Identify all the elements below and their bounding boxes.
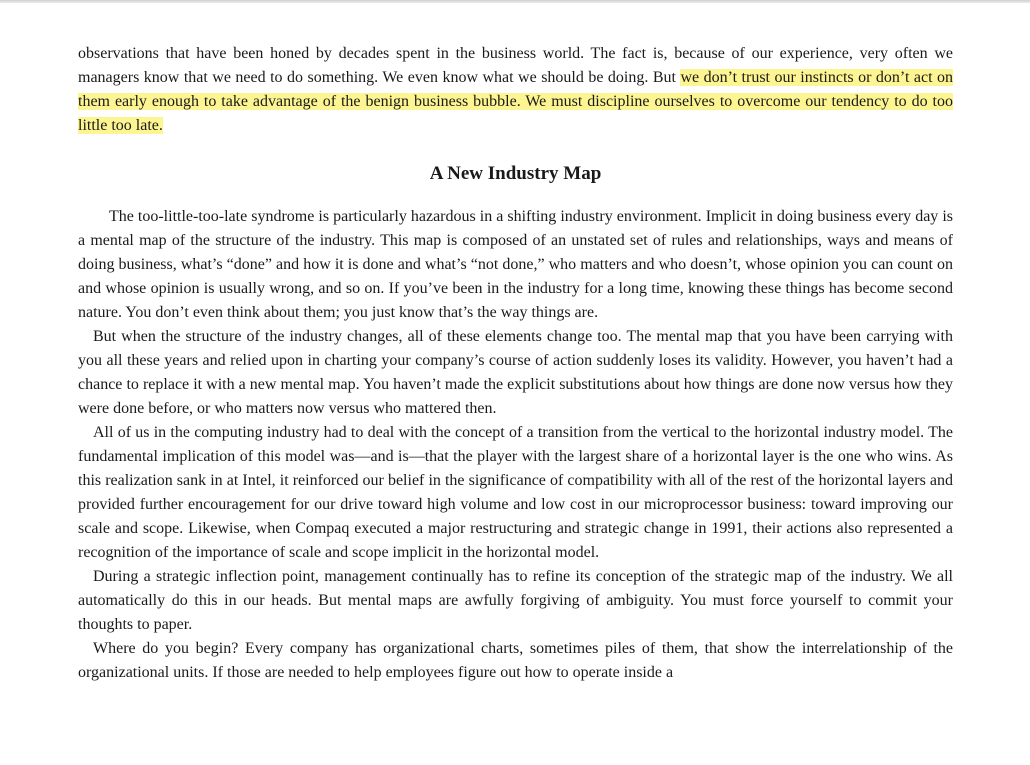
paragraph-1: The too-little-too-late syndrome is particularly hazardous in a shifting industry environment. Implicit in doing business every day is a mental map of the structure of the industry. This map is composed of an unstated set of rules and relationships, ways and means of doing business, what’s “done” and how it is done and what’s “not done,” who matters and who doesn’t, whose opinion you can count on and whose opinion is usually wrong, and so on. If you’ve been in the industry for a long time, knowing these things has become second nature. You don’t even think about them; you just know that’s the way things are. bbox=[78, 208, 953, 321]
section-heading: A New Industry Map bbox=[429, 163, 602, 184]
paragraph-3: All of us in the computing industry had to deal with the concept of a transition from the vertical to the horizontal industry model. The fundamental implication of this model was—and is—that the player with the largest share of a horizontal layer is the one who wins. As this realization sank in at Intel, it reinforced our belief in the significance of compatibility with all of the rest of the horizontal layers and provided further encouragement for our drive toward high volume and low cost in our microprocessor business: toward improving our scale and scope. Likewise, when Compaq executed a major restructuring and strategic change in 1991, their actions also represented a recognition of the importance of scale and scope implicit in the horizontal model. bbox=[78, 424, 953, 561]
top-border bbox=[0, 0, 1030, 3]
intro-paragraph bbox=[78, 42, 953, 138]
paragraph-5: Where do you begin? Every company has organizational charts, sometimes piles of them, that show the interrelationship of the organizational units. If those are needed to help employees figure out how to operate inside a bbox=[78, 640, 953, 681]
paragraph-4: During a strategic inflection point, management continually has to refine its conception of the strategic map of the industry. We all automatically do this in our heads. But mental maps are awfully forgiving of ambiguity. You must force yourself to commit your thoughts to paper. bbox=[78, 568, 953, 633]
book-page bbox=[78, 42, 953, 685]
paragraph-2: But when the structure of the industry changes, all of these elements change too. The mental map that you have been carrying with you all these years and relied upon in charting your company’s course of action suddenly loses its validity. However, you haven’t had a chance to replace it with a new mental map. You haven’t made the explicit substitutions about how things are done now versus how they were done before, or who matters now versus who mattered then. bbox=[78, 328, 953, 417]
intro-text: observations that have been honed by decades spent in the business world. The fact is, because of our experience, very often we managers know that we need to do something. We even know what we should be doing. But bbox=[78, 45, 953, 86]
highlighted-passage[interactable]: we don’t trust our instincts or don’t act on them early enough to take advantage of the benign business bubble. We must discipline ourselves to overcome our tendency to do too little too late. bbox=[78, 69, 953, 134]
